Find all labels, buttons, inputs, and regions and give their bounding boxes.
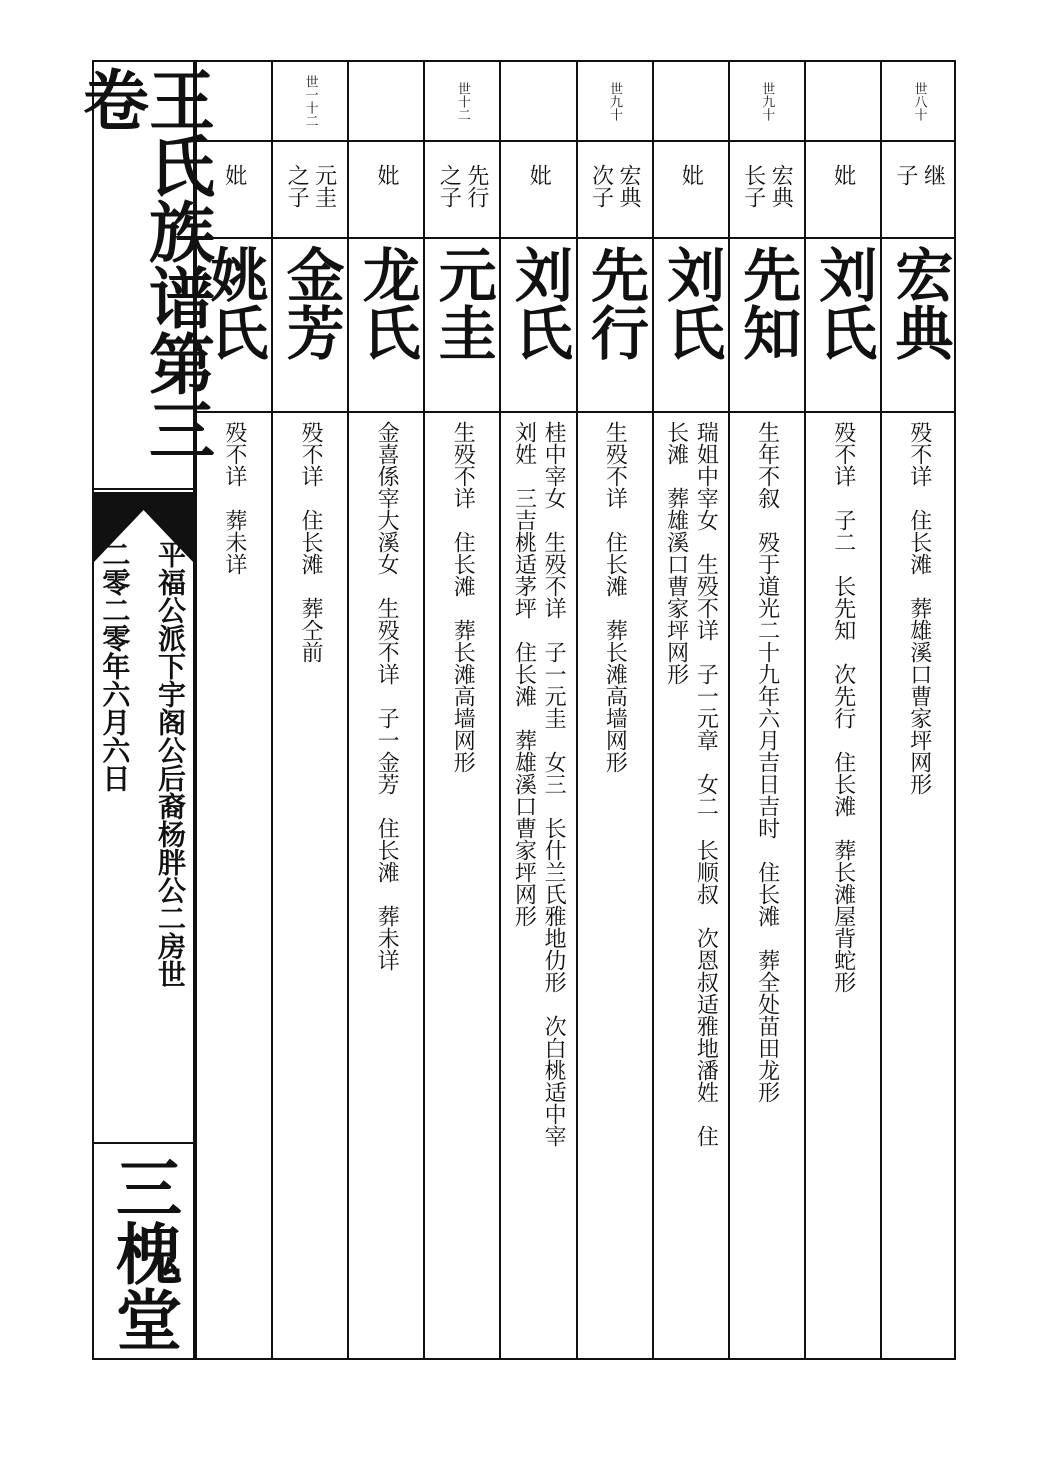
relation-cell [578, 142, 652, 237]
generation-cell [730, 62, 804, 140]
relation-cell-text: 先行 之子 [436, 164, 489, 208]
spine-divider [94, 488, 193, 490]
person-column [880, 62, 956, 1358]
name-cell-text: 刘氏 [504, 245, 573, 361]
biography-cell-text: 殁不详 子二 长先知 次先行 住长滩 葬长滩屋背蛇形 [830, 421, 856, 993]
person-column [271, 62, 347, 1358]
generation-cell [578, 62, 652, 140]
relation-cell-text: 妣 [373, 164, 399, 186]
biography-cell [273, 413, 347, 1358]
generation-cell [273, 62, 347, 140]
relation-cell [654, 142, 728, 237]
person-column [423, 62, 499, 1358]
biography-cell-text: 瑞姐中宰女 生殁不详 子一元章 女二 长顺叔 次恩叔适雅地潘姓 住 长滩 葬雄溪口曹家坪网形 [663, 421, 719, 1147]
lineage-subtitle: 平福公派下宇阁公后裔杨胖公二房世 [154, 540, 187, 988]
relation-cell-text: 继 子 [892, 164, 946, 186]
name-cell [349, 239, 423, 411]
biography-cell [730, 413, 804, 1358]
biography-cell-text: 金喜係宰大溪女 生殁不详 子一金芳 住长滩 葬未详 [374, 421, 400, 971]
relation-cell [273, 142, 347, 237]
relation-cell [425, 142, 499, 237]
generation-cell [197, 62, 271, 140]
name-cell-text: 刘氏 [809, 245, 878, 361]
relation-cell [806, 142, 880, 237]
generation-cell [654, 62, 728, 140]
biography-cell-text: 殁不详 住长滩 葬雄溪口曹家坪网形 [906, 421, 932, 795]
spine-divider [94, 1142, 193, 1144]
name-cell [425, 239, 499, 411]
relation-cell-text: 妣 [678, 164, 704, 186]
name-cell [730, 239, 804, 411]
name-cell-text: 龙氏 [352, 245, 421, 361]
spine [71, 62, 216, 1358]
spine-middle [94, 492, 193, 1142]
name-cell-text: 宏典 [885, 245, 954, 361]
name-cell-text: 先知 [733, 245, 802, 361]
relation-cell-text: 妣 [221, 164, 247, 186]
person-column [728, 62, 804, 1358]
person-column [499, 62, 575, 1358]
generation-cell [501, 62, 575, 140]
relation-cell-text: 宏典 长子 [740, 164, 794, 208]
biography-cell [501, 413, 575, 1358]
genealogy-page [71, 60, 956, 1360]
name-cell [654, 239, 728, 411]
person-column [576, 62, 652, 1358]
generation-cell-text: 世一十二 [302, 75, 318, 127]
relation-cell [197, 142, 271, 237]
biography-cell [578, 413, 652, 1358]
name-cell-text: 元圭 [428, 245, 497, 361]
name-cell-text: 先行 [580, 245, 649, 361]
hall-name: 三槐堂 [104, 1154, 183, 1352]
biography-cell-text: 殁不详 葬未详 [221, 421, 247, 575]
name-cell-text: 刘氏 [657, 245, 726, 361]
generation-cell-text: 世九十 [759, 81, 775, 121]
biography-cell [806, 413, 880, 1358]
biography-cell-text: 殁不详 住长滩 葬仝前 [297, 421, 323, 663]
relation-cell [730, 142, 804, 237]
name-cell [273, 239, 347, 411]
generation-cell-text: 世十二 [454, 81, 470, 121]
name-cell-text: 金芳 [276, 245, 345, 361]
biography-cell-text: 桂中宰女 生殁不详 子一元圭 女三 长什兰氏雅地仂形 次白桃适中宰 刘姓 三吉桃适茅坪 住长滩 葬雄溪口曹家坪网形 [511, 421, 567, 1147]
name-cell [197, 239, 271, 411]
name-cell-text: 姚氏 [200, 245, 269, 361]
biography-cell [197, 413, 271, 1358]
generation-cell-text: 世八十 [911, 81, 927, 121]
biography-cell [425, 413, 499, 1358]
biography-cell-text: 生殁不详 住长滩 葬长滩高墙网形 [602, 421, 628, 773]
relation-cell-text: 妣 [526, 164, 552, 186]
relation-cell-text: 宏典 次子 [588, 164, 642, 208]
biography-cell [654, 413, 728, 1358]
generation-cell [425, 62, 499, 140]
person-column [347, 62, 423, 1358]
relation-cell [882, 142, 956, 237]
biography-cell [882, 413, 956, 1358]
biography-cell [349, 413, 423, 1358]
generation-cell [882, 62, 956, 140]
compile-date: 二零二零年六月六日 [98, 540, 132, 792]
name-cell [806, 239, 880, 411]
relation-cell [349, 142, 423, 237]
biography-cell-text: 生年不叙 殁于道光二十九年六月吉日吉时 住长滩 葬全处苗田龙形 [754, 421, 780, 1103]
relation-cell-text: 妣 [830, 164, 856, 186]
generation-cell [806, 62, 880, 140]
name-cell [578, 239, 652, 411]
person-column [195, 62, 271, 1358]
biography-cell-text: 生殁不详 住长滩 葬长滩高墙网形 [450, 421, 476, 773]
genealogy-grid [195, 62, 954, 1358]
name-cell [501, 239, 575, 411]
relation-cell-text: 元圭 之子 [284, 164, 337, 208]
book-title: 王氏族谱第三卷 [71, 66, 216, 462]
generation-cell-text: 世九十 [607, 81, 623, 121]
person-column [652, 62, 728, 1358]
name-cell [882, 239, 956, 411]
generation-cell [349, 62, 423, 140]
person-column [804, 62, 880, 1358]
relation-cell [501, 142, 575, 237]
